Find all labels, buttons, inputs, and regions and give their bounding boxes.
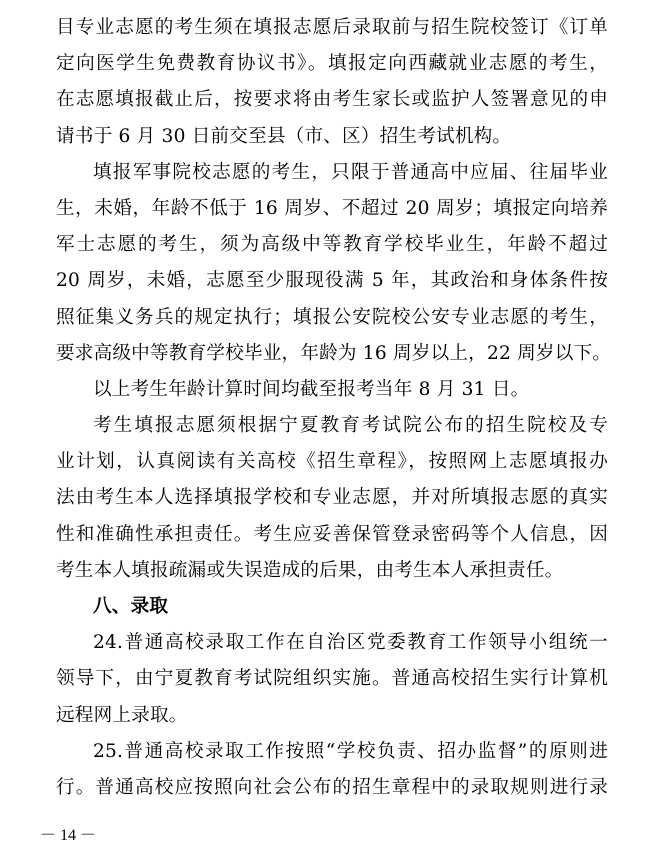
document-page <box>56 10 612 806</box>
paragraph <box>56 734 608 806</box>
text-line: 业计划，认真阅读有关高校《招生章程》，按照网上志愿填报办 <box>56 451 608 473</box>
text-line: 20 周岁，未婚，志愿至少服现役满 5 年，其政治和身体条件按 <box>56 270 608 292</box>
text-line: 考生本人填报疏漏或失误造成的后果，由考生本人承担责任。 <box>56 559 564 581</box>
text-line: 照征集义务兵的规定执行；填报公安院校公安专业志愿的考生， <box>56 306 608 328</box>
text-line: 行。普通高校应按照向社会公布的招生章程中的录取规则进行录 <box>56 776 608 798</box>
text-line: 目专业志愿的考生须在填报志愿后录取前与招生院校签订《订单 <box>56 17 608 38</box>
section-heading <box>56 589 608 625</box>
paragraph <box>56 372 608 408</box>
paragraph <box>56 625 608 734</box>
text-line: 性和准确性承担责任。考生应妥善保管登录密码等个人信息，因 <box>56 523 608 545</box>
text-line: 领导下，由宁夏教育考试院组织实施。普通高校招生实行计算机 <box>56 668 608 690</box>
text-line: 24.普通高校录取工作在自治区党委教育工作领导小组统一 <box>93 632 608 654</box>
heading-text: 八、录取 <box>93 596 169 617</box>
paragraph <box>56 408 608 589</box>
text-line: 生，未婚，年龄不低于 16 周岁、不超过 20 周岁；填报定向培养 <box>56 197 608 219</box>
text-line: 填报军事院校志愿的考生，只限于普通高中应届、往届毕业 <box>93 161 608 183</box>
text-line: 法由考生本人选择填报学校和专业志愿，并对所填报志愿的真实 <box>56 487 608 509</box>
paragraph <box>56 10 608 155</box>
text-line: 考生填报志愿须根据宁夏教育考试院公布的招生院校及专 <box>93 415 608 437</box>
text-line: 定向医学生免费教育协议书》。填报定向西藏就业志愿的考生， <box>56 53 608 75</box>
text-line: 请书于 6 月 30 日前交至县（市、区）招生考试机构。 <box>56 125 512 147</box>
text-line: 军士志愿的考生，须为高级中等教育学校毕业生，年龄不超过 <box>56 234 608 256</box>
text-line: 25.普通高校录取工作按照“学校负责、招办监督”的原则进 <box>93 740 608 762</box>
text-line: 要求高级中等教育学校毕业，年龄为 16 周岁以上，22 周岁以下。 <box>56 342 612 364</box>
paragraph <box>56 155 612 372</box>
text-line: 在志愿填报截止后，按要求将由考生家长或监护人签署意见的申 <box>56 89 608 111</box>
page-number: － 14 － <box>40 827 97 844</box>
text-line: 以上考生年龄计算时间均截至报考当年 8 月 31 日。 <box>93 378 530 400</box>
text-line: 远程网上录取。 <box>56 704 188 726</box>
